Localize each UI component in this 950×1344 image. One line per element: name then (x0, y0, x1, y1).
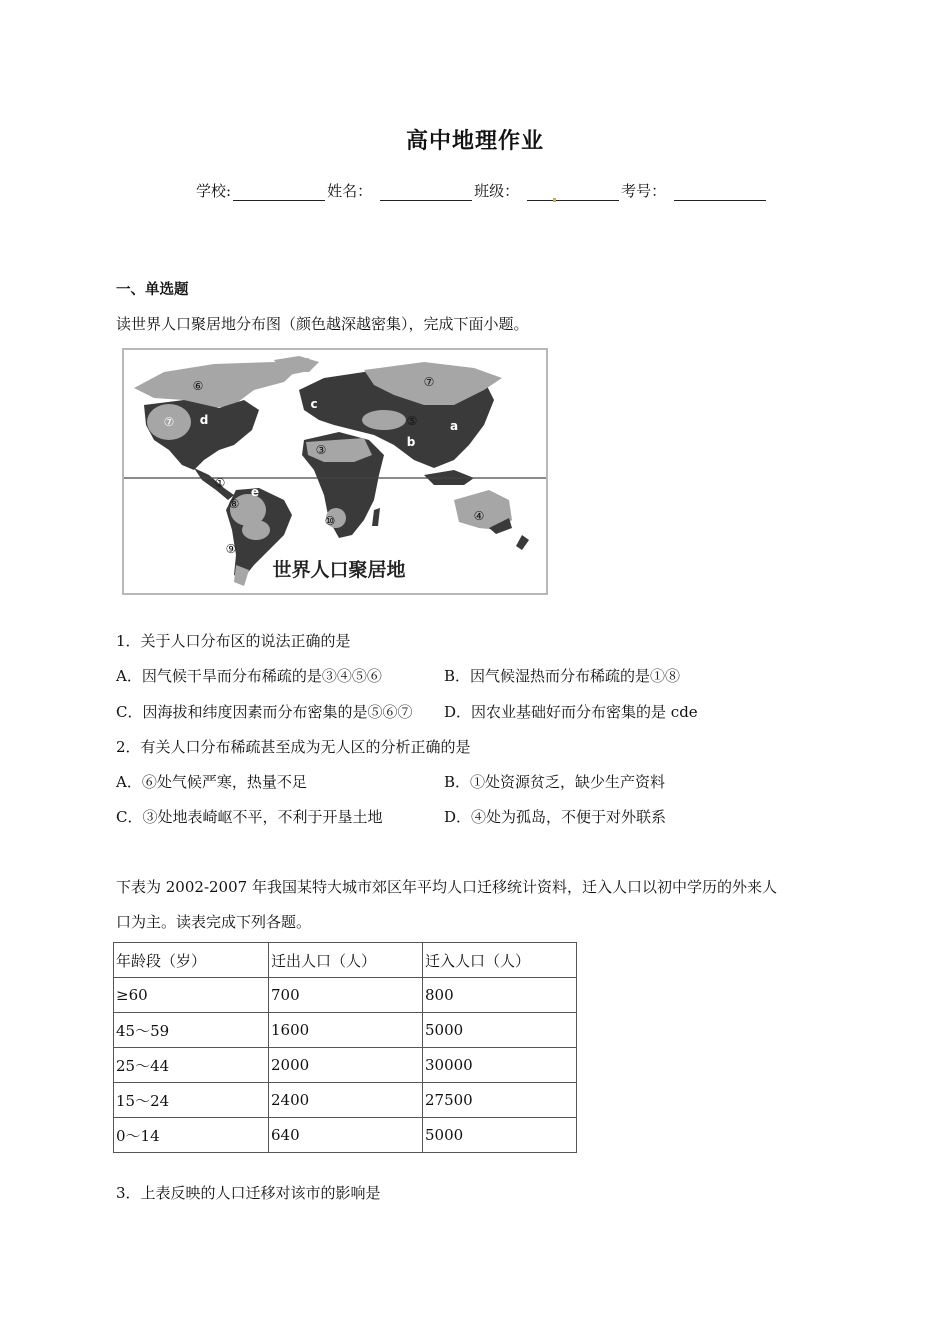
table-header-cell: 年龄段（岁） (114, 943, 269, 978)
map-label-1: ① (214, 476, 226, 490)
map-label-10: ⑩ (324, 514, 336, 528)
table-row (114, 1083, 577, 1118)
table-row (114, 978, 577, 1013)
map-label-a: a (449, 419, 459, 433)
question-1-option-d[interactable]: D．因农业基础好而分布密集的是 cde (444, 703, 698, 721)
question-2-option-c[interactable]: C．③处地表崎岖不平，不利于开垦土地 (116, 808, 383, 826)
question-2-option-b[interactable]: B．①处资源贫乏，缺少生产资料 (444, 773, 666, 791)
question-1-stem: 1．关于人口分布区的说法正确的是 (116, 632, 351, 650)
school-label: 学校: (196, 182, 232, 200)
world-population-map (122, 348, 548, 595)
map-label-5: ⑤ (406, 414, 418, 428)
table-cell: 15～24 (114, 1083, 269, 1118)
map-intro-text: 读世界人口聚居地分布图（颜色越深越密集），完成下面小题。 (116, 315, 529, 333)
question-1-option-b[interactable]: B．因气候湿热而分布稀疏的是①⑧ (444, 667, 681, 685)
table-row (114, 1013, 577, 1048)
table-cell: 640 (269, 1118, 423, 1153)
table-cell: 2400 (269, 1083, 423, 1118)
table-cell: ≥60 (114, 978, 269, 1013)
exam-number-field[interactable] (674, 186, 766, 201)
table-cell: 30000 (423, 1048, 577, 1083)
stray-mark (553, 198, 556, 202)
table-cell: 25～44 (114, 1048, 269, 1083)
map-label-8: ⑧ (228, 497, 240, 511)
school-field[interactable] (233, 186, 325, 201)
map-label-7: ⑦ (423, 375, 435, 389)
map-label-3: ③ (315, 443, 327, 457)
question-2-option-d[interactable]: D．④处为孤岛，不便于对外联系 (444, 808, 667, 826)
table-cell: 5000 (423, 1013, 577, 1048)
table-cell: 800 (423, 978, 577, 1013)
table-cell: 27500 (423, 1083, 577, 1118)
student-info-line (196, 180, 768, 201)
table-row (114, 1048, 577, 1083)
question-1-option-a[interactable]: A．因气候干旱而分布稀疏的是③④⑤⑥ (116, 667, 382, 685)
map-label-b: b (406, 435, 416, 449)
map-label-d: d (199, 413, 209, 427)
passage-2-line-1: 下表为 2002-2007 年我国某特大城市郊区年平均人口迁移统计资料，迁入人口以初中学历的外来人 (116, 878, 777, 896)
table-header-row (114, 943, 577, 978)
section-title: 一、单选题 (116, 282, 189, 298)
question-2-option-a[interactable]: A．⑥处气候严寒，热量不足 (116, 773, 307, 791)
map-label-6: ⑥ (192, 379, 204, 393)
exam-number-label: 考号： (621, 182, 667, 200)
question-1-option-c[interactable]: C．因海拔和纬度因素而分布密集的是⑤⑥⑦ (116, 703, 413, 721)
map-label-4: ④ (473, 509, 485, 523)
table-header-cell: 迁入人口（人） (423, 943, 577, 978)
class-label: 班级： (474, 182, 520, 200)
map-label-9: ⑨ (225, 542, 237, 556)
question-2-stem: 2．有关人口分布稀疏甚至成为无人区的分析正确的是 (116, 738, 471, 756)
map-label-c: c (310, 397, 318, 411)
table-cell: 5000 (423, 1118, 577, 1153)
table-cell: 45～59 (114, 1013, 269, 1048)
question-3-stem: 3．上表反映的人口迁移对该市的影响是 (116, 1184, 381, 1202)
map-label-7-na: ⑦ (163, 415, 175, 429)
table-cell: 1600 (269, 1013, 423, 1048)
map-label-e: e (250, 485, 260, 499)
table-cell: 0～14 (114, 1118, 269, 1153)
table-row (114, 1118, 577, 1153)
migration-table (113, 942, 577, 1153)
name-label: 姓名： (327, 182, 373, 200)
table-cell: 700 (269, 978, 423, 1013)
class-field[interactable] (527, 186, 619, 201)
name-field[interactable] (380, 186, 472, 201)
table-header-cell: 迁出人口（人） (269, 943, 423, 978)
page-title: 高中地理作业 (405, 129, 544, 154)
map-caption: 世界人口聚居地 (272, 559, 406, 581)
table-cell: 2000 (269, 1048, 423, 1083)
passage-2-line-2: 口为主。读表完成下列各题。 (116, 913, 312, 931)
